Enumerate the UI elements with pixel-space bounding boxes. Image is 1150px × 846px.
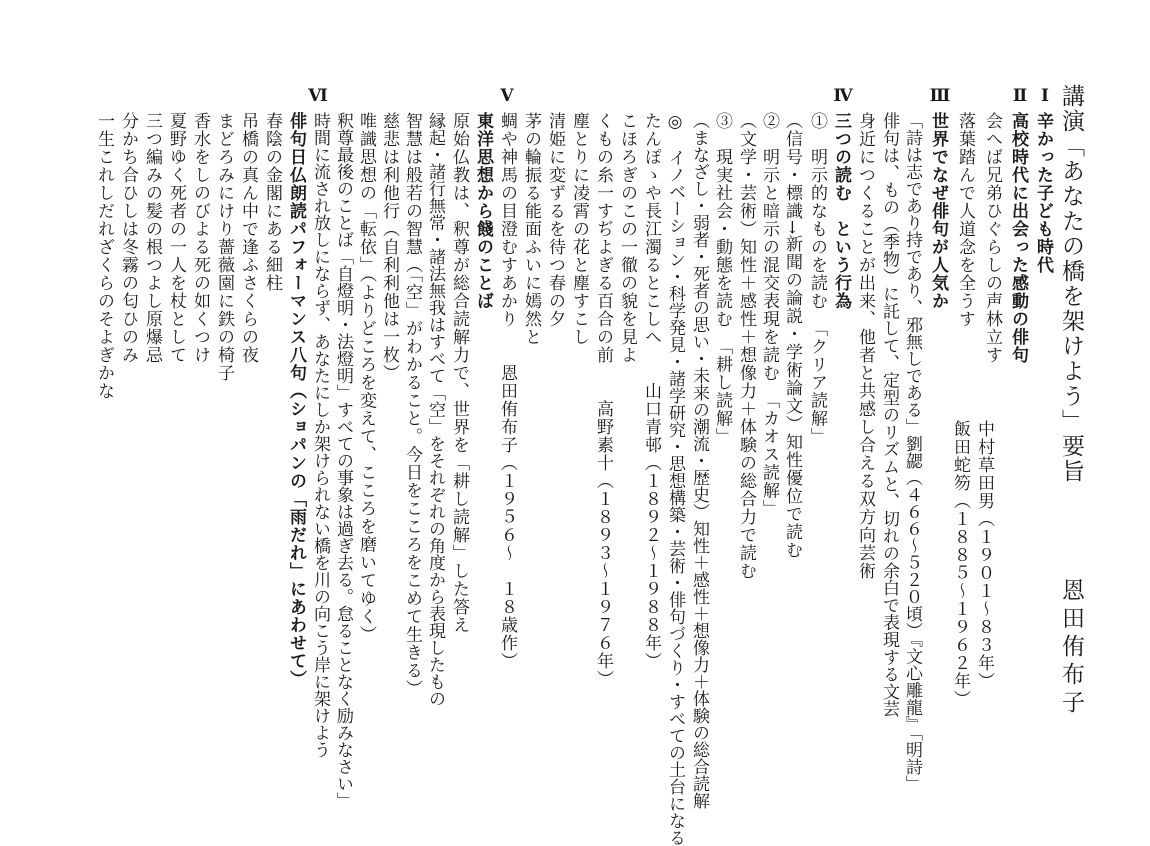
- author-name: 恩田侑布子: [1058, 578, 1084, 718]
- haiku-credit: 飯田蛇笏（１８８５〜１９６２年）: [950, 420, 970, 708]
- section-number-4: Ⅳ: [833, 86, 853, 107]
- section-number-5: Ⅴ: [497, 86, 517, 107]
- section-1-heading: 辛かった子ども時代: [1033, 112, 1053, 274]
- page-title: 講演「あなたの橋を架けよう」要旨: [1058, 84, 1084, 484]
- text-line: ② 明示と暗示の混交表現を読む 「カオス読解」: [759, 112, 779, 518]
- haiku-line: 春陰の金閣にある細柱: [262, 112, 282, 292]
- haiku-line: 吊橋の真ん中で逢ふさくらの夜: [238, 112, 258, 364]
- section-number-1: Ⅰ: [1035, 86, 1055, 107]
- text-line: （文学・芸術）知性＋感性＋想像力＋体験の総合力で読む: [736, 112, 756, 580]
- text-line: ③ 現実社会・動態を読む 「耕し読解」: [712, 112, 732, 446]
- haiku-line: 会へば兄弟ひぐらしの声林立す: [982, 112, 1002, 364]
- haiku-line: 夏野ゆく死者の一人を杖として: [166, 112, 186, 364]
- haiku-line: 一生これしだれざくらのそよぎかな: [94, 112, 114, 400]
- haiku-credit: 中村草田男（１９０１〜８３年）: [974, 420, 994, 690]
- haiku-line: まどろみにけり薔薇園に鉄の椅子: [214, 112, 234, 382]
- text-line: 身近につくることが出来、他者と共感し合える双方向芸術: [855, 112, 875, 580]
- haiku-line: こほろぎのこの一徹の貌を見よ: [617, 112, 637, 364]
- haiku-line: 清姫に変ずるを待つ春の夕: [545, 112, 565, 328]
- text-line: 俳句は、もの（季物）に託して、定型のリズムと、切れの余白で表現する文芸: [879, 112, 899, 718]
- text-line: 釈尊最後のことば「自燈明・法燈明」すべての事象は過ぎ去る。怠ることなく励みなさい」: [333, 112, 353, 809]
- haiku-line: 落葉踏んで人道念を全うす: [955, 112, 975, 328]
- section-number-2: Ⅱ: [1010, 86, 1030, 107]
- text-line: 「詩は志であり持であり、邪無しである」劉勰（４６６〜５２０頃）『文心雕龍』「明詩」: [902, 112, 922, 792]
- text-line: 唯識思想の「転依」（よりどころを変えて、こころを磨いてゆく）: [356, 112, 376, 644]
- text-line: 縁起・諸行無常・諸法無我はすべて「空」をそれぞれの角度から表現したもの: [425, 112, 445, 707]
- haiku-line: 分かち合ひしは冬霧の匂ひのみ: [118, 112, 138, 364]
- text-line: ① 明示的なものを読む 「クリア読解」: [807, 112, 827, 446]
- text-line: 慈悲は利他行（自利利他は一枚）: [379, 112, 399, 382]
- section-4-heading: 三つの読む という行為: [831, 112, 851, 310]
- haiku-line: 茅の輪振る能面ふいに嫣然と: [521, 112, 541, 346]
- text-line: 原始仏教は、釈尊が総合読解力で、世界を「耕し読解」した答え: [449, 112, 469, 634]
- text-line: 時間に流され放しにならず、あなたにしか架けられない橋を川の向こう岸に架けよう: [310, 112, 330, 758]
- text-line: 智慧は般若の智慧（「空」がわかること。今日をこころをこめて生きる）: [402, 112, 422, 698]
- haiku-line: 三つ編みの髪の根つよし原爆忌: [142, 112, 162, 364]
- section-6-heading: 俳句日仏朗読パフォーマンス八句（ショパンの「雨だれ」にあわせて）: [286, 112, 306, 688]
- haiku-line: 塵とりに凌霄の花と塵すこし: [569, 112, 589, 346]
- haiku-line: 香水をしのびよる死の如くつけ: [190, 112, 210, 364]
- text-line: （信号・標識→新聞の論説・学術論文）知性優位で読む: [782, 112, 802, 560]
- haiku-line: たんぽゝや長江濁るとこしへ 山口青邨（１８９２〜１９８８年）: [641, 112, 661, 670]
- section-3-heading: 世界でなぜ俳句が人気か: [928, 112, 948, 310]
- section-number-6: Ⅵ: [308, 86, 328, 107]
- section-2-heading: 高校時代に出会った感動の俳句: [1008, 112, 1028, 364]
- haiku-line: くもの糸一すぢよぎる百合の前 高野素十（１８９３〜１９７６年）: [593, 112, 613, 688]
- section-5-heading: 東洋思想から餞のことば: [473, 112, 493, 310]
- text-line: ◎ イノベーション・科学発見・諸学研究・思想構築・芸術・俳句づくり・すべての土台になる: [665, 112, 685, 846]
- section-number-3: Ⅲ: [930, 86, 950, 107]
- haiku-line: 蜩や神馬の目澄むすあかり 恩田侑布子（１９５６〜 １８歳作）: [497, 112, 517, 670]
- text-line: （まなざし・弱者・死者の思い・未来の潮流・歴史）知性＋感性＋想像力＋体験の総合読解: [689, 112, 709, 809]
